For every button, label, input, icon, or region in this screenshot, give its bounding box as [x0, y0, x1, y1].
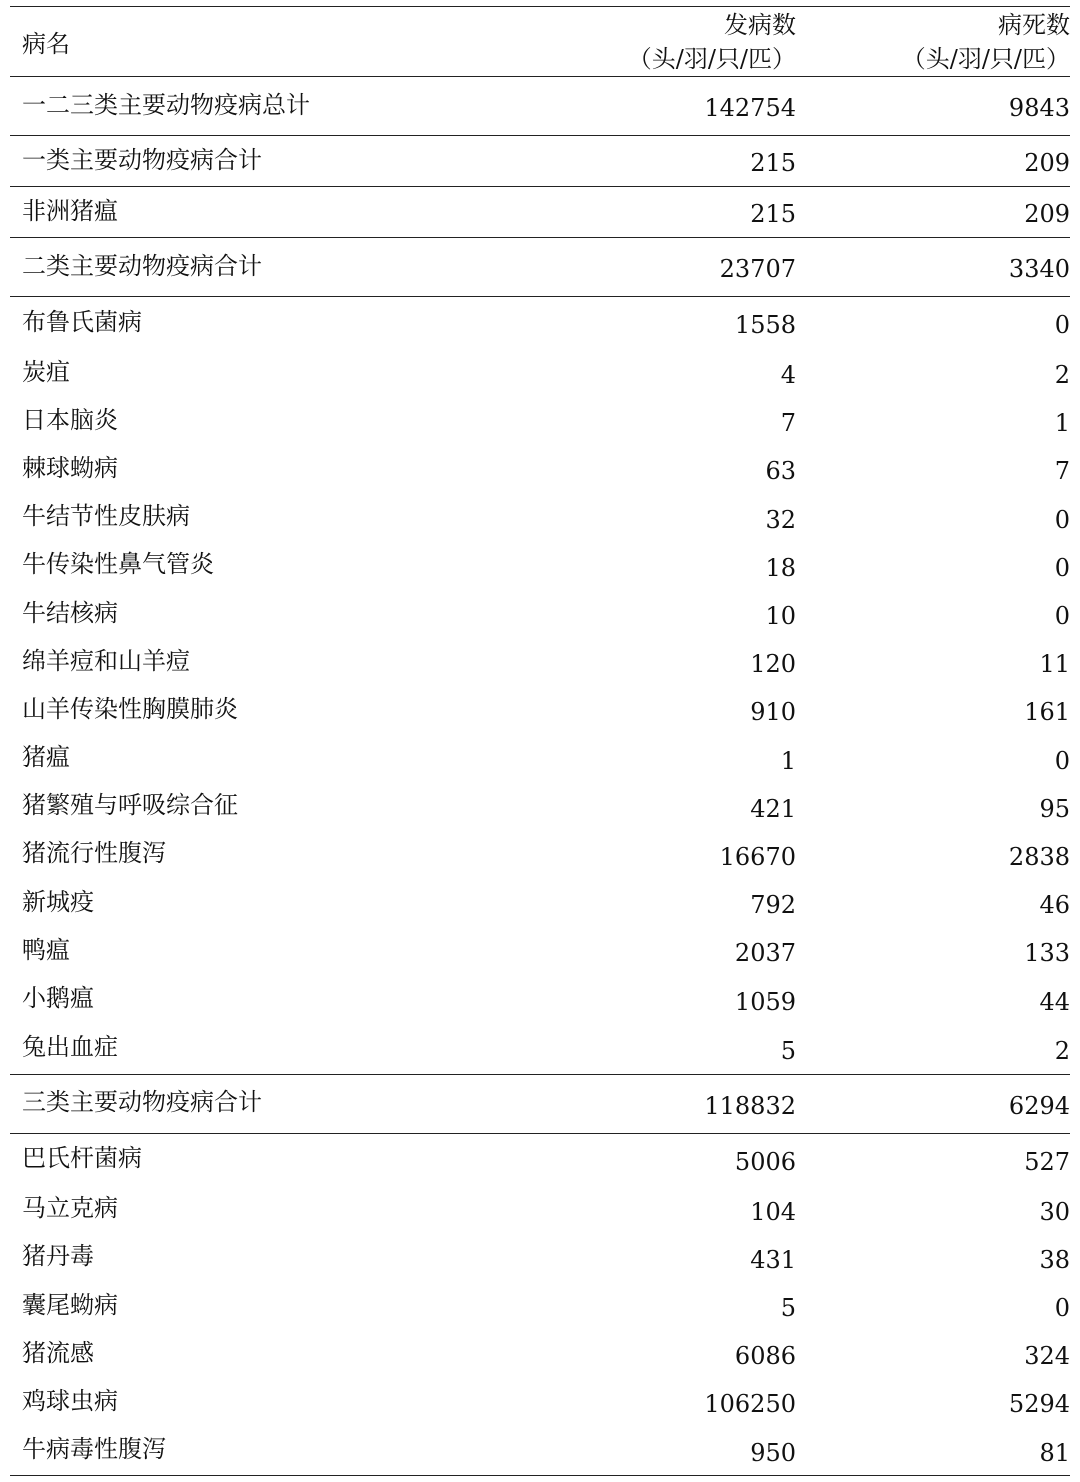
- deaths-value: 95: [1039, 794, 1070, 823]
- deaths-value: 133: [1024, 939, 1070, 968]
- deaths-value: 11: [1039, 650, 1070, 679]
- table-row: [10, 735, 1070, 783]
- cases-value: 5: [780, 1036, 796, 1065]
- table-row: [10, 879, 1070, 927]
- deaths-value: 3340: [1008, 255, 1070, 283]
- disease-name: 囊尾蚴病: [22, 1290, 118, 1319]
- disease-name: 鸭瘟: [22, 935, 70, 964]
- disease-name: 猪流行性腹泻: [22, 839, 166, 868]
- disease-name: 猪流感: [22, 1338, 94, 1367]
- deaths-value: 209: [1024, 200, 1070, 228]
- disease-table: [10, 0, 1070, 1476]
- disease-name: 巴氏杆菌病: [22, 1144, 142, 1173]
- deaths-value: 30: [1039, 1197, 1070, 1226]
- disease-name: 猪繁殖与呼吸综合征: [22, 791, 238, 820]
- disease-name: 非洲猪瘟: [22, 196, 118, 225]
- cases-value: 120: [750, 650, 796, 679]
- disease-name: 猪瘟: [22, 743, 70, 772]
- cases-value: 431: [750, 1245, 796, 1274]
- table-header: [10, 7, 1070, 76]
- cases-value: 1: [780, 746, 796, 775]
- table-row: [10, 1282, 1070, 1330]
- table-row: [10, 1378, 1070, 1426]
- cases-value: 6086: [734, 1342, 796, 1371]
- disease-name: 兔出血症: [22, 1033, 118, 1062]
- disease-name: 日本脑炎: [22, 405, 118, 434]
- cases-value: 215: [750, 149, 796, 177]
- deaths-value: 0: [1054, 505, 1070, 534]
- disease-name: 炭疽: [22, 357, 70, 386]
- disease-name: 牛病毒性腹泻: [22, 1435, 166, 1464]
- header-deaths-title: 病死数: [998, 10, 1070, 39]
- cases-value: 1558: [734, 311, 796, 339]
- table-row: [10, 831, 1070, 879]
- deaths-value: 209: [1024, 149, 1070, 177]
- deaths-value: 7: [1054, 457, 1070, 486]
- cases-value: 2037: [734, 939, 796, 968]
- disease-name: 棘球蚴病: [22, 453, 118, 482]
- disease-name: 山羊传染性胸膜肺炎: [22, 694, 238, 723]
- cases-value: 32: [765, 505, 796, 534]
- header-deaths-unit: （头/羽/只/匹）: [901, 44, 1070, 73]
- cases-value: 792: [750, 891, 796, 920]
- table-row: [10, 1186, 1070, 1234]
- cases-value: 10: [765, 602, 796, 631]
- table-row: [10, 1134, 1070, 1186]
- header-deaths: [796, 7, 1070, 76]
- deaths-value: 161: [1024, 698, 1070, 727]
- deaths-value: 38: [1039, 1245, 1070, 1274]
- deaths-value: 0: [1054, 602, 1070, 631]
- disease-name: 牛传染性鼻气管炎: [22, 550, 214, 579]
- disease-name: 布鲁氏菌病: [22, 307, 142, 336]
- header-name: 病名: [22, 30, 70, 58]
- table-row: [10, 783, 1070, 831]
- table-row: [10, 238, 1070, 296]
- cases-value: 215: [750, 200, 796, 228]
- header-cases-unit: （头/羽/只/匹）: [627, 44, 796, 73]
- deaths-value: 0: [1054, 553, 1070, 582]
- deaths-value: 6294: [1008, 1091, 1070, 1120]
- cases-value: 950: [750, 1438, 796, 1467]
- deaths-value: 2: [1054, 1036, 1070, 1065]
- table-row: [10, 297, 1070, 349]
- table-row: [10, 975, 1070, 1023]
- cases-value: 106250: [704, 1390, 796, 1419]
- table-row: [10, 77, 1070, 135]
- deaths-value: 9843: [1008, 94, 1070, 122]
- deaths-value: 527: [1024, 1147, 1070, 1176]
- cases-value: 5006: [734, 1147, 796, 1176]
- cases-value: 142754: [704, 94, 796, 122]
- cases-value: 4: [780, 361, 796, 390]
- cases-value: 16670: [719, 842, 796, 871]
- table-row: [10, 1234, 1070, 1282]
- deaths-value: 2838: [1008, 842, 1070, 871]
- deaths-value: 0: [1054, 1294, 1070, 1323]
- cases-value: 118832: [704, 1091, 796, 1120]
- deaths-value: 5294: [1008, 1390, 1070, 1419]
- cases-value: 23707: [719, 255, 796, 283]
- disease-name: 二类主要动物疫病合计: [22, 251, 262, 280]
- cases-value: 5: [780, 1294, 796, 1323]
- table-row: [10, 927, 1070, 975]
- cases-value: 421: [750, 794, 796, 823]
- table-row: [10, 397, 1070, 445]
- table-row: [10, 187, 1070, 237]
- table-row: [10, 1330, 1070, 1378]
- cases-value: 104: [750, 1197, 796, 1226]
- disease-name: 新城疫: [22, 887, 94, 916]
- cases-value: 910: [750, 698, 796, 727]
- cases-value: 7: [780, 409, 796, 438]
- header-cases: [530, 7, 796, 76]
- table-row: [10, 1024, 1070, 1074]
- table-row: [10, 349, 1070, 397]
- disease-name: 鸡球虫病: [22, 1386, 118, 1415]
- disease-name: 牛结节性皮肤病: [22, 502, 190, 531]
- deaths-value: 46: [1039, 891, 1070, 920]
- disease-name: 马立克病: [22, 1194, 118, 1223]
- cases-value: 1059: [734, 987, 796, 1016]
- table-row: [10, 1075, 1070, 1133]
- deaths-value: 81: [1039, 1438, 1070, 1467]
- disease-name: 小鹅瘟: [22, 984, 94, 1013]
- disease-name: 牛结核病: [22, 598, 118, 627]
- table-row: [10, 590, 1070, 638]
- table-row: [10, 445, 1070, 493]
- header-cases-title: 发病数: [724, 10, 796, 39]
- table-row: [10, 1427, 1070, 1475]
- deaths-value: 0: [1054, 746, 1070, 775]
- disease-name: 一二三类主要动物疫病总计: [22, 90, 310, 119]
- disease-name: 猪丹毒: [22, 1242, 94, 1271]
- deaths-value: 44: [1039, 987, 1070, 1016]
- disease-name: 三类主要动物疫病合计: [22, 1088, 262, 1117]
- disease-name: 一类主要动物疫病合计: [22, 145, 262, 174]
- table-bottom-rule: [10, 1475, 1070, 1476]
- disease-name: 绵羊痘和山羊痘: [22, 646, 190, 675]
- deaths-value: 0: [1054, 311, 1070, 339]
- table-row: [10, 686, 1070, 734]
- deaths-value: 1: [1054, 409, 1070, 438]
- deaths-value: 324: [1024, 1342, 1070, 1371]
- cases-value: 18: [765, 553, 796, 582]
- table-row: [10, 136, 1070, 186]
- table-row: [10, 494, 1070, 542]
- table-row: [10, 638, 1070, 686]
- table-row: [10, 542, 1070, 590]
- cases-value: 63: [765, 457, 796, 486]
- deaths-value: 2: [1054, 361, 1070, 390]
